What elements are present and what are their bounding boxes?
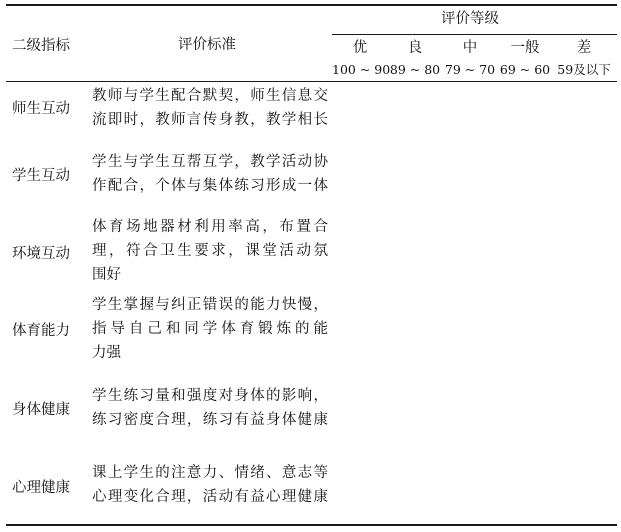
grade-range: 79 ~ 70 <box>444 62 496 77</box>
criteria-line: 学生练习量和强度对身体的影响， <box>92 388 328 404</box>
row-indicator: 环境互动 <box>12 246 70 262</box>
criteria-line: 力强 <box>92 345 121 361</box>
grade-range: 89 ~ 80 <box>389 62 441 77</box>
grade-label: 中 <box>462 40 478 56</box>
criteria-line: 学生与学生互帮互学，教学活动协 <box>92 154 328 170</box>
criteria-line: 作配合，个体与集体练习形成一体 <box>92 178 328 194</box>
criteria-line: 学生掌握与纠正错误的能力快慢， <box>92 297 328 313</box>
row-criteria <box>92 293 328 365</box>
criteria-line: 指导自己和同学体育锻炼的能 <box>92 321 328 337</box>
grade-label: 一般 <box>510 40 540 56</box>
criteria-line: 教师与学生配合默契，师生信息交 <box>92 88 328 104</box>
row-indicator: 体育能力 <box>12 323 70 339</box>
grade-range: 59及以下 <box>557 62 611 77</box>
row-criteria <box>92 215 328 287</box>
row-criteria <box>92 150 328 198</box>
header-criteria: 评价标准 <box>178 37 236 53</box>
row-criteria <box>92 384 328 432</box>
grade-label: 优 <box>352 40 368 56</box>
row-indicator: 心理健康 <box>12 480 70 496</box>
table-top-rule <box>6 4 617 6</box>
grade-range: 100 ~ 90 <box>332 62 391 77</box>
grade-range: 69 ~ 60 <box>499 62 551 77</box>
criteria-line: 理，符合卫生要求，课堂活动氛 <box>92 243 328 259</box>
row-criteria <box>92 461 328 509</box>
criteria-line: 体育场地器材利用率高，布置合 <box>92 219 328 235</box>
criteria-line: 课上学生的注意力、情绪、意志等 <box>92 465 328 481</box>
header-bottom-rule <box>6 81 617 82</box>
grade-label: 差 <box>576 40 592 56</box>
criteria-line: 围好 <box>92 267 121 283</box>
criteria-line: 流即时，教师言传身教，教学相长 <box>92 112 328 128</box>
row-indicator: 师生互动 <box>12 101 70 117</box>
row-indicator: 学生互动 <box>12 168 70 184</box>
row-criteria <box>92 84 328 132</box>
row-indicator: 身体健康 <box>12 402 70 418</box>
table-bottom-rule <box>6 524 617 526</box>
header-indicator: 二级指标 <box>12 38 70 54</box>
header-grade-group: 评价等级 <box>441 11 499 27</box>
grade-group-rule <box>332 34 617 35</box>
criteria-line: 练习密度合理，练习有益身体健康 <box>92 412 328 428</box>
criteria-line: 心理变化合理，活动有益心理健康 <box>92 489 328 505</box>
grade-label: 良 <box>407 40 423 56</box>
